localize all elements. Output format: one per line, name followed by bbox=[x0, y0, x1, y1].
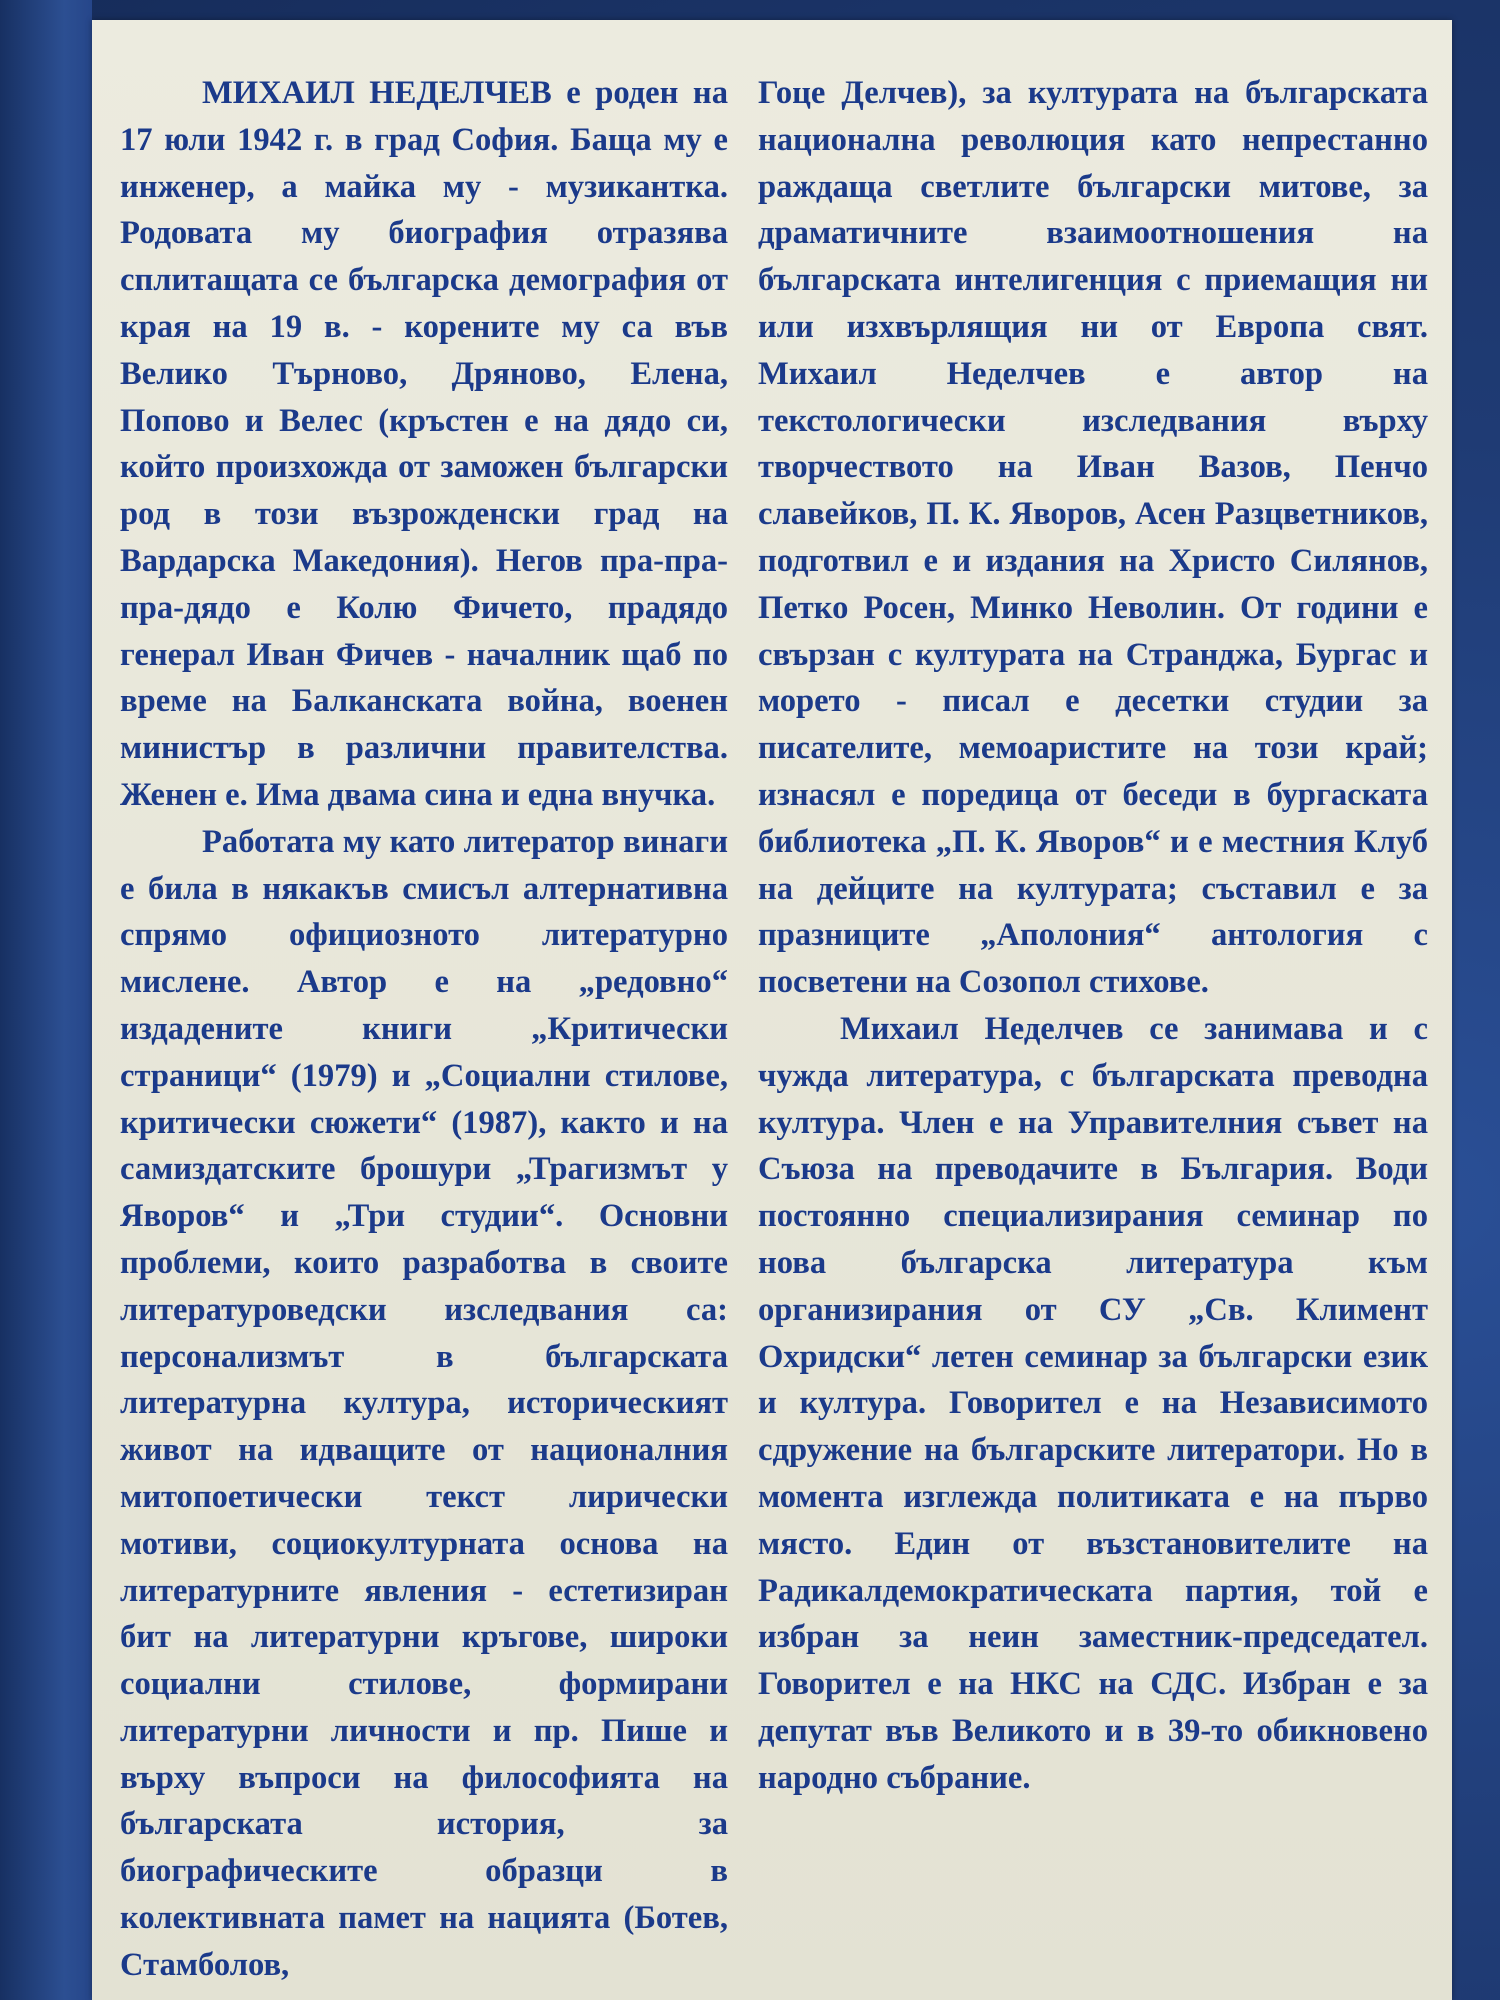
cover-left-edge bbox=[0, 0, 92, 2000]
biography-paragraph: МИХАИЛ НЕДЕЛЧЕВ е роден на 17 юли 1942 г. в град София. Баща му е инженер, а майка му - музикантка. Родовата му биография отразява сплитащата се българска демография от края на 19 в. - корените му са във Велико Търново, Дряново, Елена, Попово и Велес (кръстен е на дядо си, който произхожда от заможен български род в този възрожденски град на Вардарска Македония). Негов пра-пра-пра-дядо е Колю Фичето, прадядо генерал Иван Фичев - началник щаб по време на Балканската война, военен министър в различни правителства. Женен е. Има двама сина и една внучка. bbox=[120, 75, 728, 813]
left-text-column bbox=[120, 70, 728, 2000]
text-card bbox=[92, 20, 1452, 2000]
literary-work-continuation: Гоце Делчев), за културата на българската национална революция като непрестанно раждаща светлите български митове, за драматичните взаимоотношения на българската интелигенция с приемащия ни или изхвърлящия ни от Европа свят. Михаил Неделчев е автор на текстологически изследвания върху творчеството на Иван Вазов, Пенчо славейков, П. К. Яворов, Асен Разцветников, подготвил е и издания на Христо Силянов, Петко Росен, Минко Неволин. От години е свързан с културата на Странджа, Бургас и морето - писал е десетки студии за писателите, мемоаристите на този край; изнасял е поредица от беседи в бургаската библиотека „П. К. Яворов“ и е местния Клуб на дейците на културата; съставил е за празниците „Аполония“ антология с посветени на Созопол стихове. bbox=[758, 75, 1428, 1001]
literary-work-paragraph: Работата му като литератор винаги е била в някакъв смисъл алтернативна спрямо официозното литературно мислене. Автор е на „редовно“ издадените книги „Критически страници“ (1979) и „Социални стилове, критически сюжети“ (1987), както и на самиздатските брошури „Трагизмът у Яворов“ и „Три студии“. Основни проблеми, които разработва в своите литературоведски изследвания са: персонализмът в българската литературна култура, историческият живот на идващите от националния митопоетически текст лирически мотиви, социокултурната основа на литературните явления - естетизиран бит на литературни кръгове, широки социални стилове, формирани литературни личности и пр. Пише и върху въпроси на философията на българската история, за биографическите образци в колективната памет на нацията (Ботев, Стамболов, bbox=[120, 823, 728, 1983]
right-text-column bbox=[758, 70, 1428, 2000]
translation-politics-paragraph: Михаил Неделчев се занимава и с чужда литература, с българската преводна култура. Член е на Управителния съвет на Съюза на преводачите в България. Води постоянно специализирания семинар по нова българска литература към организирания от СУ „Св. Климент Охридски“ летен семинар за български език и култура. Говорител е на Независимото сдружение на българските литератори. Но в момента изглежда политиката е на първо място. Един от възстановителите на Радикалдемократическата партия, той е избран за неин заместник-председател. Говорител е на НКС на СДС. Избран е за депутат във Великото и в 39-то обикновено народно събрание. bbox=[758, 1010, 1428, 1796]
